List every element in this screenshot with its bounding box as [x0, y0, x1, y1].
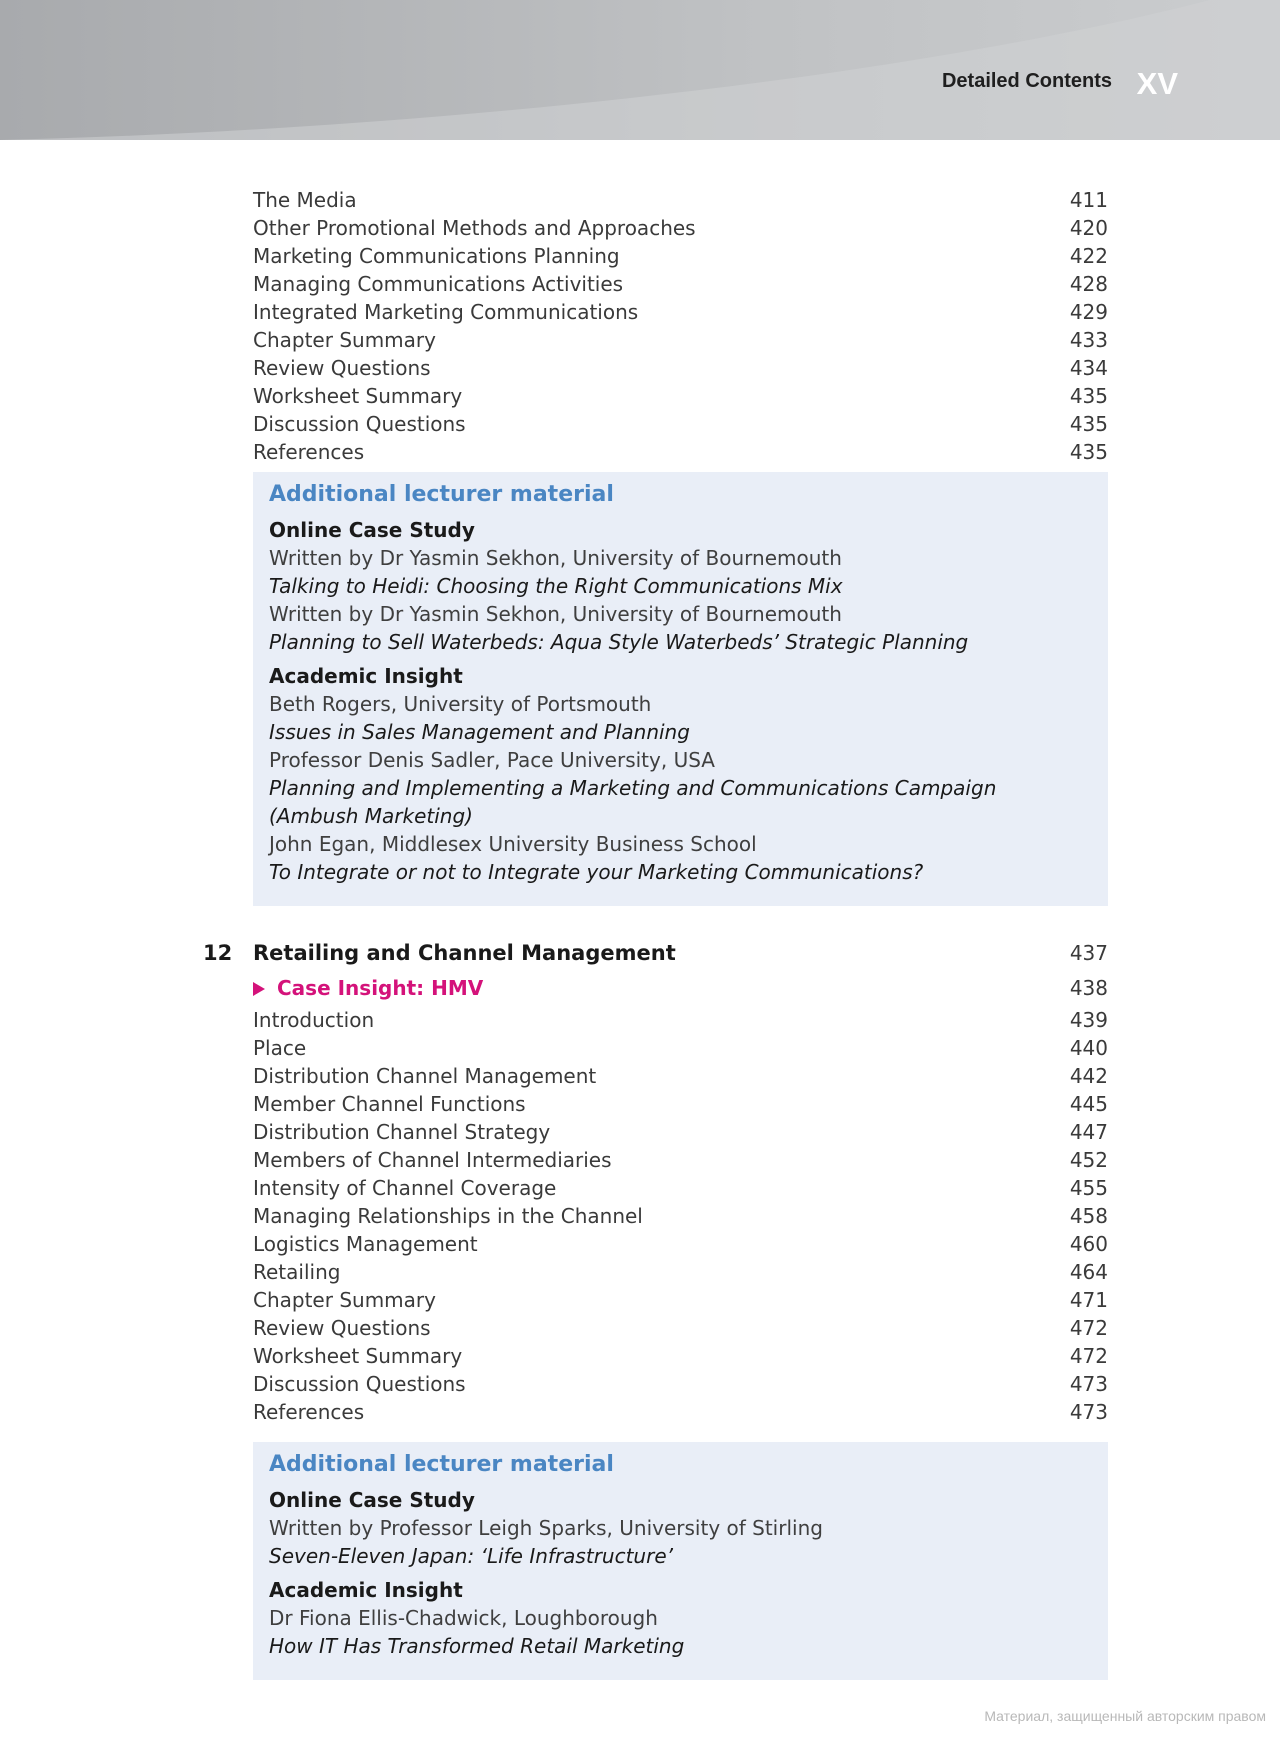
triangle-right-icon: [253, 982, 265, 996]
toc-entry[interactable]: References 435: [253, 440, 1108, 464]
toc-entry[interactable]: Discussion Questions 473: [253, 1372, 1108, 1396]
material-author: Written by Dr Yasmin Sekhon, University of Bournemouth: [269, 602, 842, 626]
material-title[interactable]: To Integrate or not to Integrate your Marketing Communications?: [269, 860, 924, 884]
copyright-watermark: Материал, защищенный авторским правом: [984, 1708, 1266, 1724]
toc-entry[interactable]: Discussion Questions 435: [253, 412, 1108, 436]
toc-entry[interactable]: Introduction 439: [253, 1008, 1108, 1032]
contents-body: [203, 186, 1108, 1680]
toc-entry[interactable]: Distribution Channel Strategy 447: [253, 1120, 1108, 1144]
material-title[interactable]: Issues in Sales Management and Planning: [269, 720, 690, 744]
running-title: Detailed Contents: [941, 70, 1112, 92]
lecturer-material-box: [253, 472, 1108, 906]
page-number: XV: [1136, 66, 1178, 101]
material-title[interactable]: Planning and Implementing a Marketing and Communications Campaign (Ambush Marketing): [269, 776, 997, 828]
chapter-page: 437: [1069, 941, 1108, 965]
material-author: Written by Professor Leigh Sparks, University of Stirling: [269, 1516, 823, 1540]
toc-entry[interactable]: Marketing Communications Planning 422: [253, 244, 1108, 268]
academic-insight-heading: Academic Insight: [269, 664, 463, 688]
chapter-number: 12: [203, 941, 233, 965]
toc-entry[interactable]: Member Channel Functions 445: [253, 1092, 1108, 1116]
box-heading: Additional lecturer material: [269, 482, 614, 507]
toc-entry[interactable]: Worksheet Summary 435: [253, 384, 1108, 408]
toc-entry[interactable]: Managing Communications Activities 428: [253, 272, 1108, 296]
box-heading: Additional lecturer material: [269, 1452, 614, 1477]
toc-entry[interactable]: References 473: [253, 1400, 1108, 1424]
material-author: Dr Fiona Ellis-Chadwick, Loughborough: [269, 1606, 658, 1630]
material-title[interactable]: How IT Has Transformed Retail Marketing: [269, 1634, 685, 1658]
material-author: Professor Denis Sadler, Pace University, USA: [269, 748, 715, 772]
toc-entry[interactable]: Retailing 464: [253, 1260, 1108, 1284]
material-title[interactable]: Seven-Eleven Japan: ‘Life Infrastructure’: [269, 1544, 673, 1568]
toc-list-chapter12: [253, 1006, 1108, 1426]
toc-entry[interactable]: Chapter Summary 471: [253, 1288, 1108, 1312]
toc-entry[interactable]: Members of Channel Intermediaries 452: [253, 1148, 1108, 1172]
material-author: John Egan, Middlesex University Business School: [269, 832, 757, 856]
toc-entry[interactable]: Place 440: [253, 1036, 1108, 1060]
case-insight-title: Case Insight: HMV: [277, 976, 484, 1000]
online-case-study-heading: Online Case Study: [269, 1488, 475, 1512]
toc-entry[interactable]: Review Questions 472: [253, 1316, 1108, 1340]
academic-insight-heading: Academic Insight: [269, 1578, 463, 1602]
toc-entry[interactable]: Integrated Marketing Communications 429: [253, 300, 1108, 324]
chapter-heading[interactable]: [203, 936, 1108, 970]
page-header: [0, 0, 1280, 140]
material-author: Beth Rogers, University of Portsmouth: [269, 692, 652, 716]
toc-list-top: [253, 186, 1108, 466]
toc-entry[interactable]: Chapter Summary 433: [253, 328, 1108, 352]
toc-entry[interactable]: Review Questions 434: [253, 356, 1108, 380]
chapter-title: Retailing and Channel Management: [253, 941, 676, 965]
material-author: Written by Dr Yasmin Sekhon, University of Bournemouth: [269, 546, 842, 570]
toc-entry[interactable]: Intensity of Channel Coverage 455: [253, 1176, 1108, 1200]
lecturer-material-box: [253, 1442, 1108, 1680]
toc-entry[interactable]: The Media 411: [253, 188, 1108, 212]
case-insight-entry[interactable]: [253, 970, 1108, 1006]
material-title[interactable]: Talking to Heidi: Choosing the Right Communications Mix: [269, 574, 843, 598]
toc-entry[interactable]: Managing Relationships in the Channel 458: [253, 1204, 1108, 1228]
toc-entry[interactable]: Other Promotional Methods and Approaches 420: [253, 216, 1108, 240]
online-case-study-heading: Online Case Study: [269, 518, 475, 542]
toc-entry[interactable]: Distribution Channel Management 442: [253, 1064, 1108, 1088]
material-title[interactable]: Planning to Sell Waterbeds: Aqua Style Waterbeds’ Strategic Planning: [269, 630, 969, 654]
case-insight-page: 438: [1069, 976, 1108, 1000]
toc-entry[interactable]: Logistics Management 460: [253, 1232, 1108, 1256]
toc-entry[interactable]: Worksheet Summary 472: [253, 1344, 1108, 1368]
